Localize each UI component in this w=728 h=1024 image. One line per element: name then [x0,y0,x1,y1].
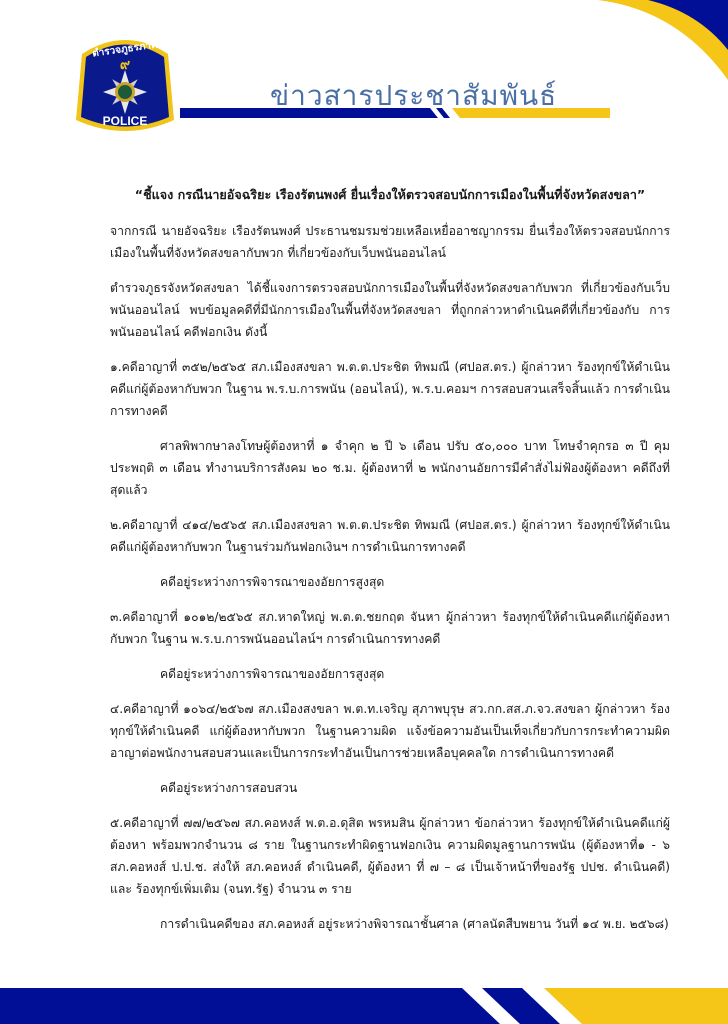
case-3-status: คดีอยู่ระหว่างการพิจารณาของอัยการสูงสุด [160,667,385,681]
case-1-status: ศาลพิพากษาลงโทษผู้ต้องหาที่ ๑ จำคุก ๒ ปี ๖ เดือน ปรับ ๕๐,๐๐๐ บาท โทษจำคุกรอ ๓ ปี คุมประพฤติ ๓ เดือน ทำงานบริการสังคม ๒๐ ช.ม. ผู้ต้องหาที่ ๒ พนักงานอัยการมีคำสั่งไม่ฟ้องผู้ต้องหา คดีถึงที่สุดแล้ว [110,439,670,497]
case-4-status: คดีอยู่ระหว่างการสอบสวน [160,781,298,795]
article-body [110,184,670,948]
case-3-text: ๓.คดีอาญาที่ ๑๐๑๒/๒๕๖๕ สภ.หาดใหญ่ พ.ต.ต.ชยกฤต จันหา ผู้กล่าวหา ร้องทุกข์ให้ดำเนินคดีแก่ผู้ต้องหากับพวก ในฐาน พ.ร.บ.การพนันออนไลน์ฯ การดำเนินการทางคดี [110,610,670,646]
case-5-status: การดำเนินคดีของ สภ.คอหงส์ อยู่ระหว่างพิจารณาชั้นศาล (ศาลนัดสืบพยาน วันที่ ๑๔ พ.ย. ๒๕๖๘) [160,917,669,931]
case-2-text: ๒.คดีอาญาที่ ๔๑๔/๒๕๖๕ สภ.เมืองสงขลา พ.ต.ต.ประชิต ทิพมณี (ศปอส.ตร.) ผู้กล่าวหา ร้องทุกข์ให้ดำเนินคดีแก่ผู้ต้องหากับพวก ในฐานร่วมกันฟอกเงินฯ การดำเนินการทางคดี [110,518,670,554]
case-1-text: ๑.คดีอาญาที่ ๓๕๒/๒๕๖๕ สภ.เมืองสงขลา พ.ต.ต.ประชิต ทิพมณี (ศปอส.ตร.) ผู้กล่าวหา ร้องทุกข์ให้ดำเนินคดีแก่ผู้ต้องหากับพวก ในฐาน พ.ร.บ.การพนัน (ออนไลน์), พ.ร.บ.คอมฯ การสอบสวนเสร็จสิ้นแล้ว การดำเนินการทางคดี [110,360,670,418]
intro-paragraph: จากกรณี นายอัจฉริยะ เรืองรัตนพงศ์ ประธานชมรมช่วยเหลือเหยื่ออาชญากรรม ยื่นเรื่องให้ตรวจสอบนักการเมืองในพื้นที่จังหวัดสงขลากับพวก ที่เกี่ยวข้องกับเว็บพนันออนไลน์ [110,224,670,260]
statement-paragraph: ตำรวจภูธรจังหวัดสงขลา ได้ชี้แจงการตรวจสอบนักการเมืองในพื้นที่จังหวัดสงขลากับพวก ที่เกี่ยวข้องกับเว็บพนันออนไลน์ พบข้อมูลคดีที่มีนักการเมืองในพื้นที่จังหวัดสงขลา ที่ถูกกล่าวหาดำเนินคดีที่เกี่ยวข้องกับ การพนันออนไลน์ คดีฟอกเงิน ดังนี้ [110,281,670,339]
case-4-text: ๔.คดีอาญาที่ ๑๐๖๔/๒๕๖๗ สภ.เมืองสงขลา พ.ต.ท.เจริญ สุภาพบุรุษ สว.กก.สส.ภ.จว.สงขลา ผู้กล่าวหา ร้องทุกข์ให้ดำเนินคดี แก่ผู้ต้องหากับพวก ในฐานความผิด แจ้งข้อความอันเป็นเท็จเกี่ยวกับการกระทำความผิดอาญาต่อพนักงานสอบสวนและเป็นการกระทำอันเป็นการช่วยเหลือบุคคลใด การดำเนินการทางคดี [110,702,670,760]
logo-top-text: ตำรวจภูธรภาค [91,39,159,60]
case-2-status: คดีอยู่ระหว่างการพิจารณาของอัยการสูงสุด [160,575,385,589]
header-banner [180,74,610,124]
logo-police-text: POLICE [102,114,148,128]
case-5-text: ๕.คดีอาญาที่ ๗๗/๒๕๖๗ สภ.คอหงส์ พ.ต.อ.ดุสิต พรหมสิน ผู้กล่าวหา ข้อกล่าวหา ร้องทุกข์ให้ดำเนินคดีแก่ผู้ต้องหา พร้อมพวกจำนวน ๘ ราย ในฐานกระทำผิดฐานฟอกเงิน ความผิดมูลฐานการพนัน (ผู้ต้องหาที่๑ - ๖ สภ.คอหงส์ ป.ป.ช. ส่งให้ สภ.คอหงส์ ดำเนินคดี, ผู้ต้องหา ที่ ๗ – ๘ เป็นเจ้าหน้าที่ของรัฐ ปปช. ดำเนินคดี) และ ร้องทุกข์เพิ่มเติม (จนท.รัฐ) จำนวน ๓ ราย [110,816,670,896]
banner-title: ข่าวสารประชาสัมพันธ์ [270,79,558,112]
police-region-9-logo [68,30,182,138]
footer-stripe-decoration [0,988,728,1024]
logo-region-number: ๙ [119,57,131,73]
article-headline: “ชี้แจง กรณีนายอัจฉริยะ เรืองรัตนพงศ์ ยื่นเรื่องให้ตรวจสอบนักการเมืองในพื้นที่จังหวัดสงขลา” [134,187,646,202]
